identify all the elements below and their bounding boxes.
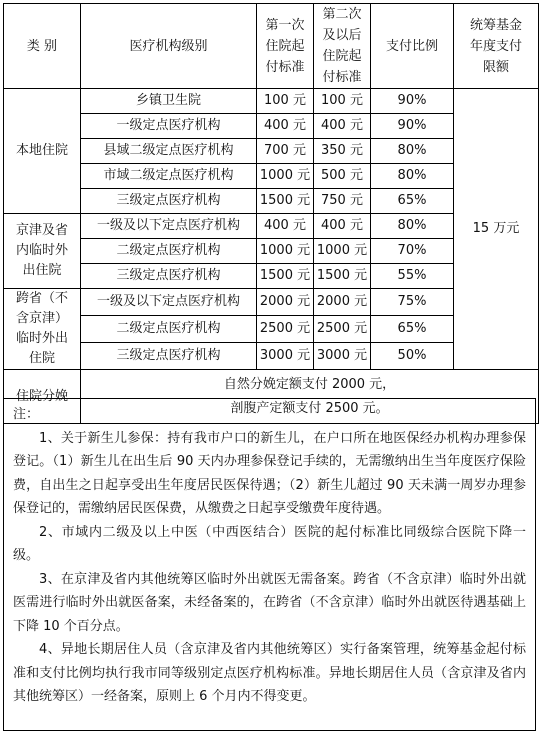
first-threshold-cell: 1000 元 (257, 164, 314, 189)
second-threshold-cell: 750 元 (314, 189, 371, 214)
delivery-cesarean: 剖腹产定额支付 2500 元。 (230, 400, 389, 416)
second-threshold-cell: 1500 元 (314, 264, 371, 289)
group-type-province: 京津及省内临时外出住院 (4, 214, 81, 289)
second-threshold-cell: 500 元 (314, 164, 371, 189)
header-first-threshold: 第一次住院起付标准 (257, 4, 314, 89)
ratio-cell: 90% (371, 89, 454, 114)
notes-box (3, 398, 536, 731)
first-threshold-cell: 3000 元 (257, 343, 314, 370)
level-cell: 二级定点医疗机构 (81, 239, 257, 264)
insurance-payment-table (3, 3, 539, 424)
ratio-cell: 55% (371, 264, 454, 289)
notes-title: 注： (13, 407, 40, 422)
first-threshold-cell: 2000 元 (257, 289, 314, 316)
note-newborn: 1、关于新生儿参保：持有我市户口的新生儿，在户口所在地医保经办机构办理参保登记。（1）新生儿在出生后 90 天内办理参保登记手续的，无需缴纳出生当年度医疗保险费，自出生之日起享受出生年度居民医保待遇；（2）新生儿超过 90 天未满一周岁办理参保登记的，需缴纳居民医保费，从缴费之日起享受缴费年度待遇。 (13, 430, 526, 516)
first-threshold-cell: 2500 元 (257, 316, 314, 343)
level-cell: 乡镇卫生院 (81, 89, 257, 114)
ratio-cell: 50% (371, 343, 454, 370)
ratio-cell: 75% (371, 289, 454, 316)
ratio-cell: 65% (371, 316, 454, 343)
first-threshold-cell: 400 元 (257, 114, 314, 139)
ratio-cell: 90% (371, 114, 454, 139)
header-annual-limit: 统筹基金年度支付限额 (454, 4, 539, 89)
level-cell: 三级定点医疗机构 (81, 343, 257, 370)
note-temporary-outside: 3、在京津及省内其他统筹区临时外出就医无需备案。跨省（不含京津）临时外出就医需进行临时外出就医备案，未经备案的，在跨省（不含京津）临时外出就医待遇基础上下降 10 个百分点。 (13, 571, 526, 634)
level-cell: 一级及以下定点医疗机构 (81, 289, 257, 316)
annual-limit-cell: 15 万元 (454, 89, 539, 370)
delivery-natural: 自然分娩定额支付 2000 元， (223, 376, 396, 392)
level-cell: 三级定点医疗机构 (81, 264, 257, 289)
note-long-term-residents: 4、异地长期居住人员（含京津及省内其他统筹区）实行备案管理，统筹基金起付标准和支付比例均执行我市同等级别定点医疗机构标准。异地长期居住人员（含京津及省内其他统筹区）一经备案，原则上 6 个月内不得变更。 (13, 642, 526, 704)
first-threshold-cell: 1000 元 (257, 239, 314, 264)
second-threshold-cell: 400 元 (314, 214, 371, 239)
first-threshold-cell: 700 元 (257, 139, 314, 164)
level-cell: 一级定点医疗机构 (81, 114, 257, 139)
header-type: 类 别 (4, 4, 81, 89)
note-tcm-hospital: 2、市域内二级及以上中医（中西医结合）医院的起付标准比同级综合医院下降一级。 (13, 524, 526, 563)
second-threshold-cell: 1000 元 (314, 239, 371, 264)
first-threshold-cell: 400 元 (257, 214, 314, 239)
ratio-cell: 80% (371, 139, 454, 164)
level-cell: 县域二级定点医疗机构 (81, 139, 257, 164)
level-cell: 市域二级定点医疗机构 (81, 164, 257, 189)
second-threshold-cell: 2500 元 (314, 316, 371, 343)
second-threshold-cell: 3000 元 (314, 343, 371, 370)
header-second-threshold: 第二次及以后住院起付标准 (314, 4, 371, 89)
second-threshold-cell: 350 元 (314, 139, 371, 164)
level-cell: 三级定点医疗机构 (81, 189, 257, 214)
first-threshold-cell: 1500 元 (257, 189, 314, 214)
level-cell: 一级及以下定点医疗机构 (81, 214, 257, 239)
header-ratio: 支付比例 (371, 4, 454, 89)
delivery-type: 住院分娩 (4, 370, 81, 424)
first-threshold-cell: 100 元 (257, 89, 314, 114)
table-row (4, 89, 539, 114)
ratio-cell: 80% (371, 164, 454, 189)
header-level: 医疗机构级别 (81, 4, 257, 89)
table-header-row (4, 4, 539, 89)
group-type-cross-province: 跨省（不含京津）临时外出住院 (4, 289, 81, 370)
first-threshold-cell: 1500 元 (257, 264, 314, 289)
second-threshold-cell: 400 元 (314, 114, 371, 139)
group-type-local: 本地住院 (4, 89, 81, 214)
second-threshold-cell: 100 元 (314, 89, 371, 114)
ratio-cell: 65% (371, 189, 454, 214)
second-threshold-cell: 2000 元 (314, 289, 371, 316)
ratio-cell: 80% (371, 214, 454, 239)
ratio-cell: 70% (371, 239, 454, 264)
level-cell: 二级定点医疗机构 (81, 316, 257, 343)
